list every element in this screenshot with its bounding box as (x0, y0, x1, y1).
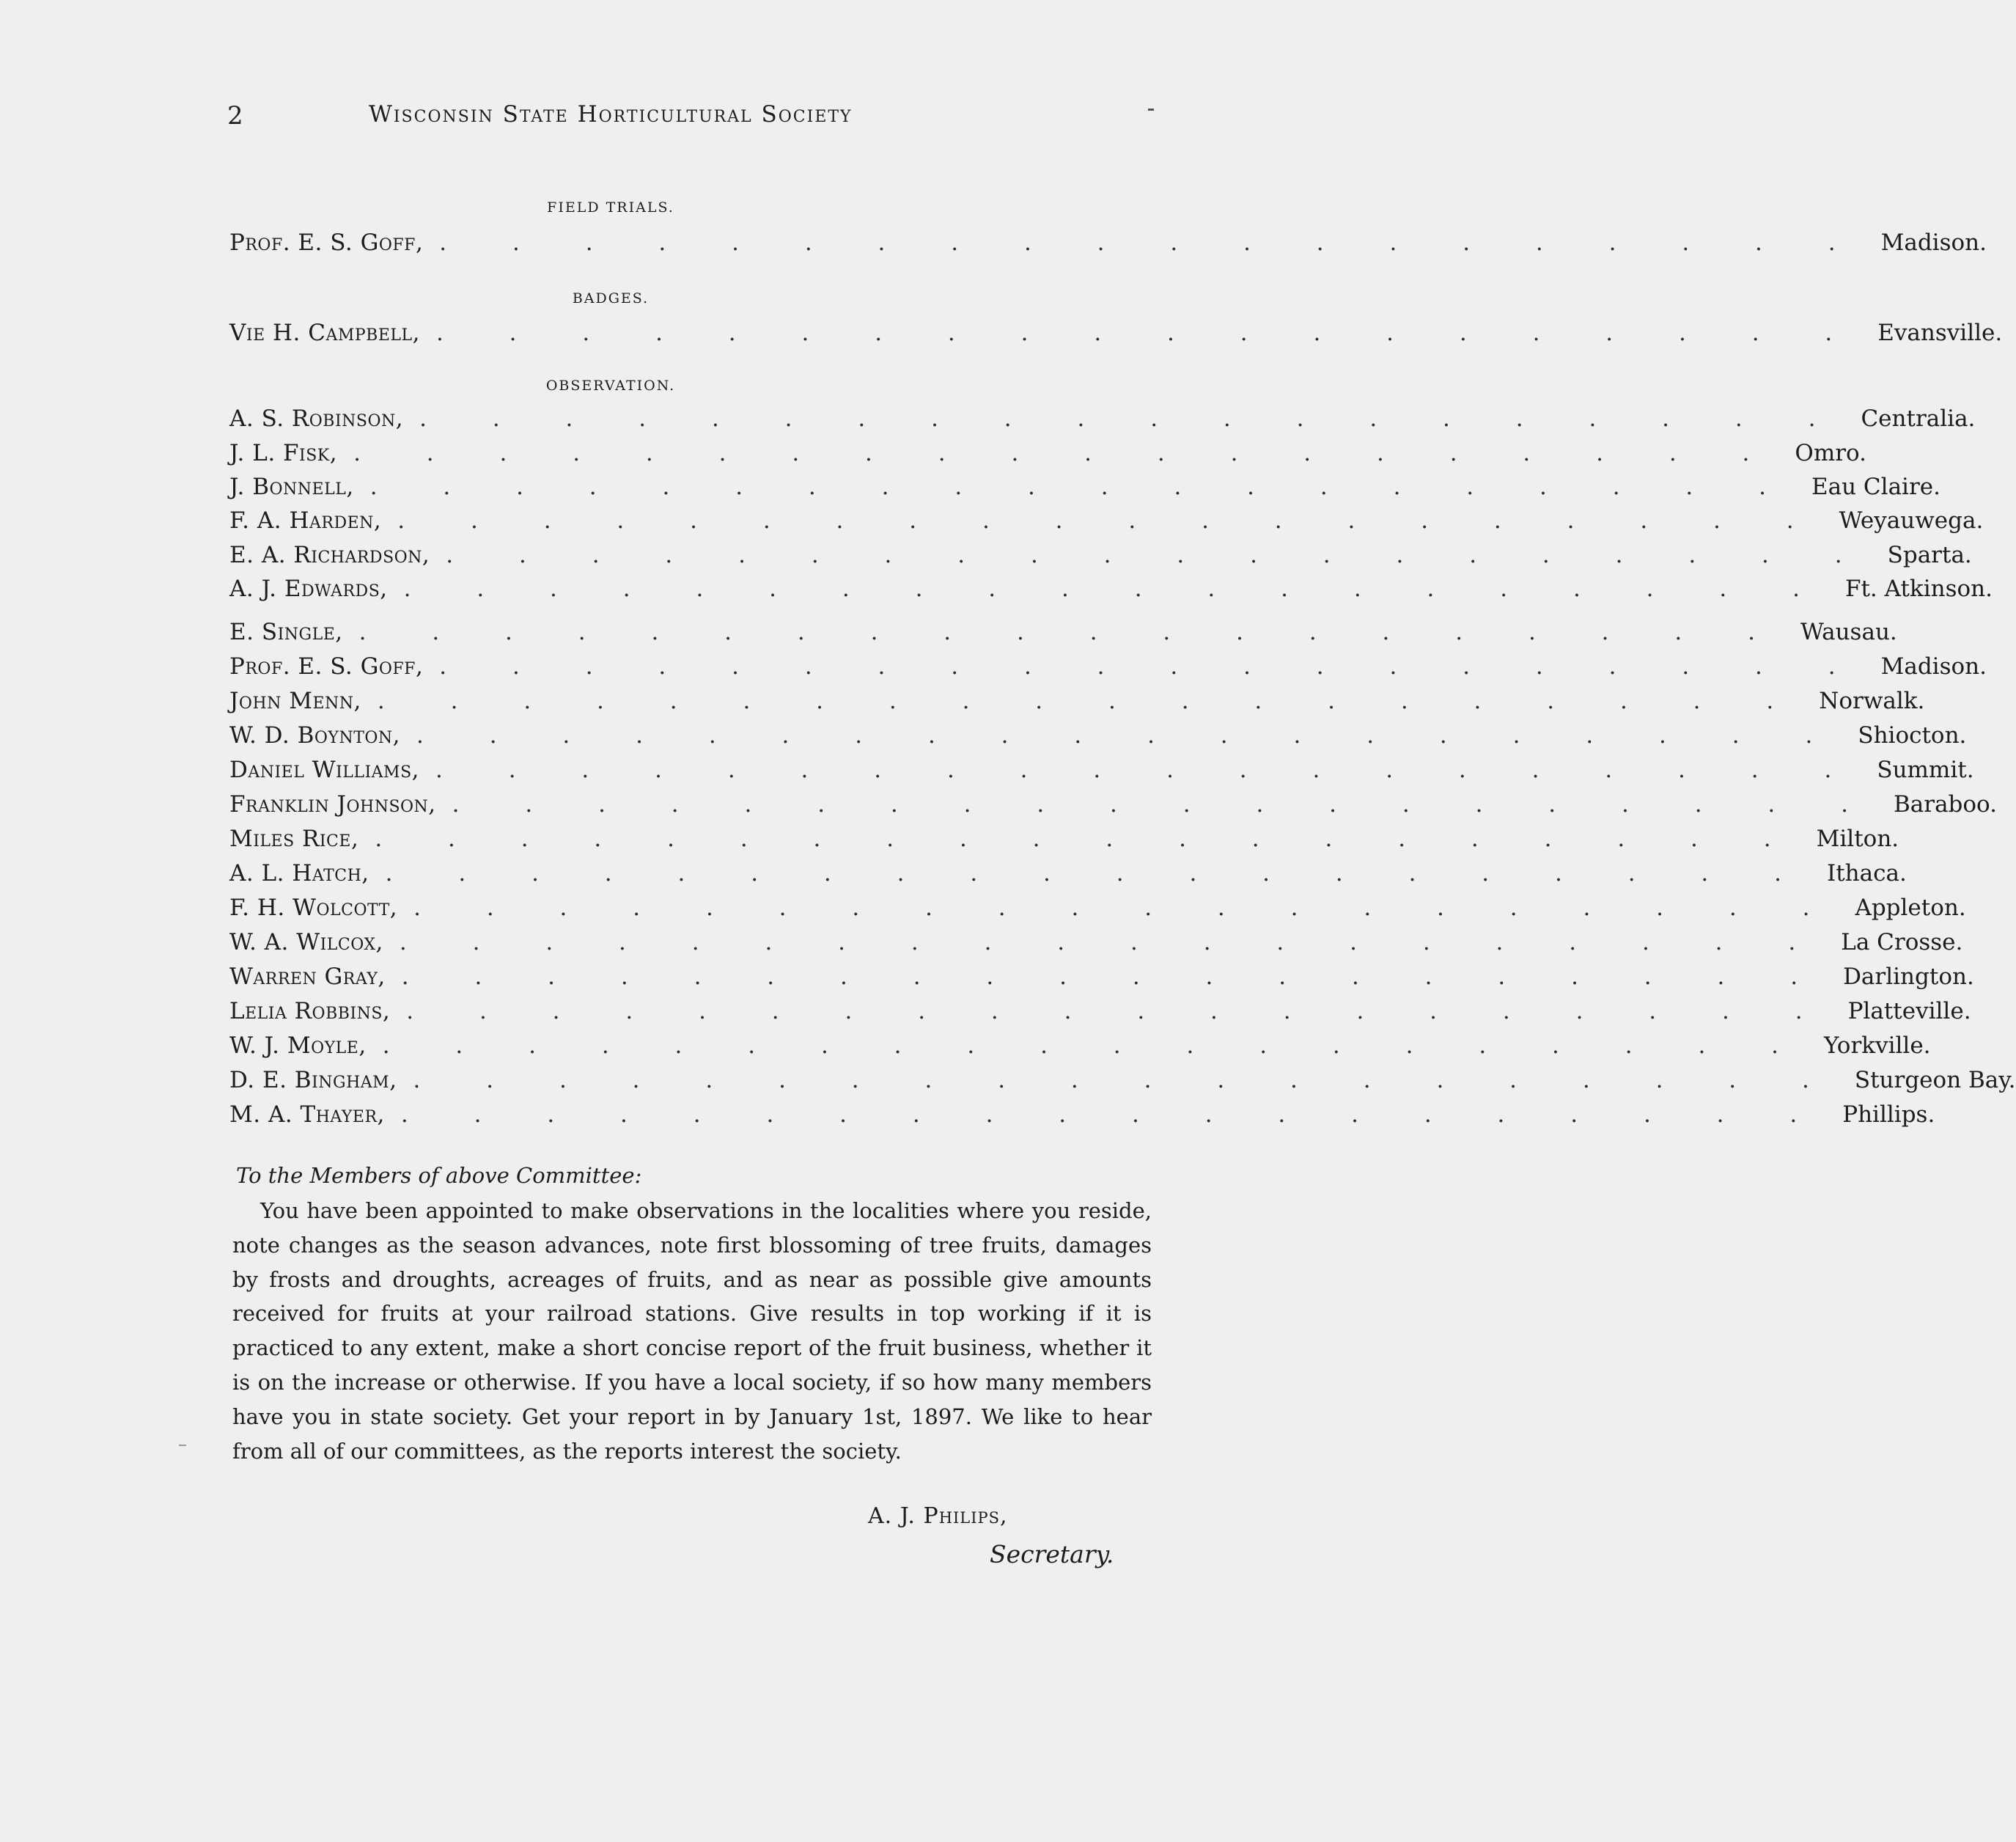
member-location: Madison. (1880, 230, 1987, 256)
observation-entry (229, 474, 1940, 504)
committee-member-name: D. E. Bingham, (229, 1067, 397, 1093)
dot-leader: . . . . . . . . . . . . . . . . . . . . (446, 542, 1872, 568)
observation-entry (229, 542, 1972, 573)
member-location: Darlington. (1843, 964, 1974, 990)
dot-leader: . . . . . . . . . . . . . . . . . . . . (416, 722, 1842, 749)
committee-member-name: Franklin Johnson, (229, 791, 436, 818)
member-location: Platteville. (1847, 998, 1971, 1024)
member-location: Ft. Atkinson. (1844, 576, 1993, 602)
observation-entry (229, 964, 1974, 994)
observation-entry (229, 1101, 1935, 1132)
observation-entry (229, 860, 1907, 891)
member-location: Ithaca. (1826, 860, 1907, 887)
signer-title: Secretary. (990, 1540, 1114, 1568)
member-location: Shiocton. (1858, 722, 1967, 749)
dot-leader: . . . . . . . . . . . . . . . . . . . . (439, 230, 1865, 256)
committee-member-name: E. A. Richardson, (229, 542, 430, 568)
observation-entry (229, 440, 1867, 471)
letter-body: You have been appointed to make observations in the localities where you reside, note changes as the season advances, note first blossoming of tree fruits, damages by frosts and droughts, acreages of fruits, and as near as possible give amounts received for fruits at your railroad stations. Give results in top working if it is practiced to any extent, make a short concise report of the fruit business, whether it is on the increase or otherwise. If you have a local society, if so how many members have you in state society. Get your report in by January 1st, 1897. We like to hear from all of our committees, as the reports interest the society. (232, 1198, 1152, 1464)
field-trials-entry (229, 230, 1987, 260)
committee-member-name: Lelia Robbins, (229, 998, 391, 1024)
dot-leader: . . . . . . . . . . . . . . . . . . . . (401, 964, 1828, 990)
committee-member-name: Miles Rice, (229, 826, 359, 852)
observation-entry (229, 929, 1963, 960)
field-trials-heading: FIELD TRIALS. (547, 199, 674, 216)
committee-member-name: J. L. Fisk, (229, 440, 338, 466)
member-location: Baraboo. (1893, 791, 1998, 818)
committee-member-name: Warren Gray, (229, 964, 386, 990)
margin-mark (179, 1445, 186, 1446)
committee-member-name: J. Bonnell, (229, 474, 354, 500)
dot-leader: . . . . . . . . . . . . . . . . . . . . (382, 1032, 1809, 1059)
member-location: Appleton. (1855, 895, 1966, 921)
dot-leader: . . . . . . . . . . . . . . . . . . . . (419, 406, 1845, 432)
observation-entry (229, 619, 1897, 650)
dot-leader: . . . . . . . . . . . . . . . . . . . . (377, 688, 1803, 714)
observation-entry (229, 895, 1966, 925)
member-location: Phillips. (1842, 1101, 1935, 1128)
observation-entry (229, 1032, 1931, 1063)
committee-member-name: Prof. E. S. Goff, (229, 653, 424, 680)
dot-leader: . . . . . . . . . . . . . . . . . . . . (385, 860, 1811, 887)
dot-leader: . . . . . . . . . . . . . . . . . . . . (406, 998, 1832, 1024)
committee-member-name: F. H. Wolcott, (229, 895, 398, 921)
badges-heading: BADGES. (572, 290, 650, 307)
committee-member-name: M. A. Thayer, (229, 1101, 385, 1128)
letter-salutation: To the Members of above Committee: (236, 1163, 642, 1188)
dot-leader: . . . . . . . . . . . . . . . . . . . . (358, 619, 1784, 645)
page-header (227, 101, 1158, 138)
committee-member-name: A. L. Hatch, (229, 860, 369, 887)
dot-leader: . . . . . . . . . . . . . . . . . . . . (397, 507, 1823, 534)
observation-entry (229, 757, 1974, 788)
committee-member-name: Prof. E. S. Goff, (229, 230, 424, 256)
member-location: Madison. (1880, 653, 1987, 680)
member-location: La Crosse. (1841, 929, 1963, 955)
member-location: Centralia. (1861, 406, 1976, 432)
dot-leader: . . . . . . . . . . . . . . . . . . . . (403, 576, 1829, 602)
member-location: Eau Claire. (1811, 474, 1940, 500)
observation-entry (229, 998, 1971, 1029)
badges-entry (229, 320, 2003, 351)
committee-member-name: W. A. Wilcox, (229, 929, 383, 955)
dot-leader: . . . . . . . . . . . . . . . . . . . . (439, 653, 1865, 680)
member-location: Omro. (1795, 440, 1867, 466)
committee-member-name: A. S. Robinson, (229, 406, 404, 432)
committee-member-name: A. J. Edwards, (229, 576, 388, 602)
member-location: Evansville. (1877, 320, 2003, 346)
dot-leader: . . . . . . . . . . . . . . . . . . . . (435, 757, 1861, 783)
observation-entry (229, 791, 1998, 822)
observation-heading: OBSERVATION. (545, 378, 676, 394)
member-location: Wausau. (1800, 619, 1897, 645)
member-location: Summit. (1877, 757, 1974, 783)
observation-entry (229, 722, 1967, 753)
member-location: Norwalk. (1819, 688, 1925, 714)
member-location: Weyauwega. (1839, 507, 1984, 534)
dot-leader: . . . . . . . . . . . . . . . . . . . . (369, 474, 1795, 500)
dot-leader: . . . . . . . . . . . . . . . . . . . . (413, 895, 1839, 921)
committee-member-name: W. D. Boynton, (229, 722, 401, 749)
dot-leader: . . . . . . . . . . . . . . . . . . . . (353, 440, 1779, 466)
observation-entry (229, 576, 1993, 606)
signer-name: A. J. Philips, (868, 1503, 1008, 1529)
committee-member-name: E. Single, (229, 619, 343, 645)
dot-leader: . . . . . . . . . . . . . . . . . . . . (452, 791, 1877, 818)
member-location: Yorkville. (1824, 1032, 1931, 1059)
dot-leader: . . . . . . . . . . . . . . . . . . . . (413, 1067, 1839, 1093)
committee-member-name: Daniel Williams, (229, 757, 420, 783)
dot-leader: . . . . . . . . . . . . . . . . . . . . (399, 929, 1825, 955)
observation-entry (229, 406, 1976, 436)
print-mark (1148, 109, 1154, 111)
member-location: Milton. (1816, 826, 1899, 852)
dot-leader: . . . . . . . . . . . . . . . . . . . . (435, 320, 1862, 346)
committee-member-name: W. J. Moyle, (229, 1032, 367, 1059)
dot-leader: . . . . . . . . . . . . . . . . . . . . (375, 826, 1800, 852)
running-title: Wisconsin State Horticultural Society (369, 101, 853, 128)
observation-entry (229, 507, 1984, 538)
page-number: 2 (227, 101, 243, 131)
committee-member-name: John Menn, (229, 688, 361, 714)
dot-leader: . . . . . . . . . . . . . . . . . . . . (400, 1101, 1827, 1128)
committee-member-name: Vie H. Campbell, (229, 320, 420, 346)
observation-entry (229, 688, 1925, 719)
observation-entry (229, 653, 1987, 684)
observation-entry (229, 1067, 2016, 1098)
member-location: Sparta. (1887, 542, 1972, 568)
committee-member-name: F. A. Harden, (229, 507, 382, 534)
member-location: Sturgeon Bay. (1854, 1067, 2016, 1093)
observation-entry (229, 826, 1899, 856)
